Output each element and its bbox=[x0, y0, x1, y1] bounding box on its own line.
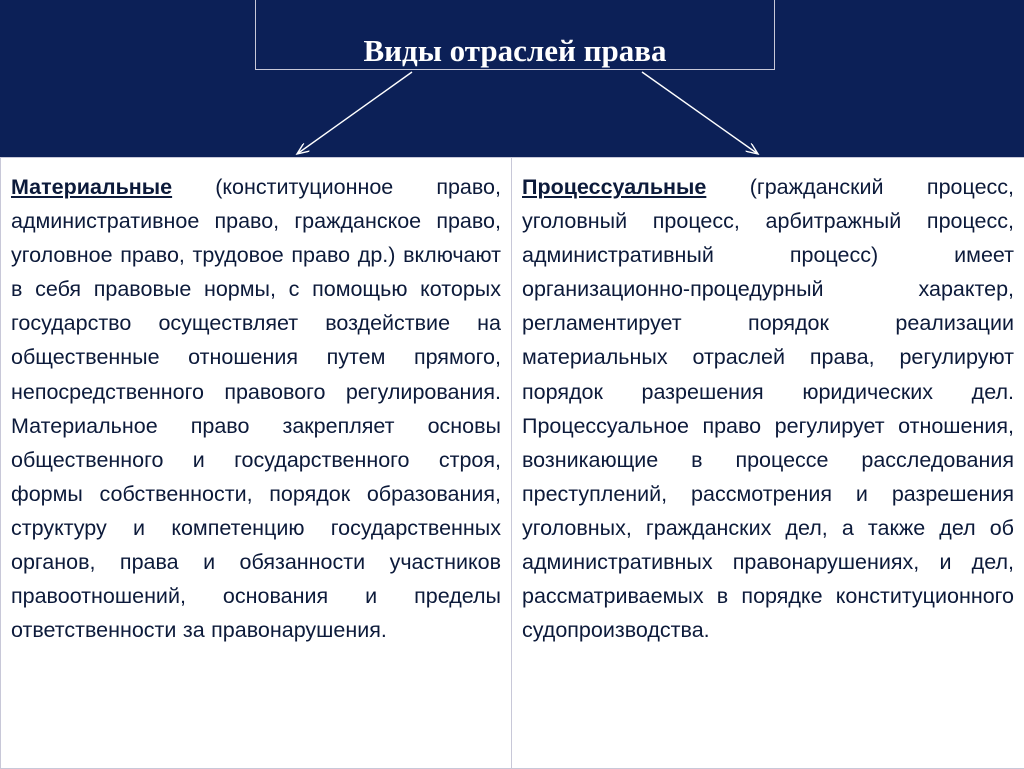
material-law-description bbox=[11, 170, 501, 647]
material-law-text: (конституционное право, административное право, гражданское право, уголовное право, трудовое право др.) включают в себя правовые нормы, с помощью которых государство осуществляет воздействие на общественные отношения путем прямого, непосредственного правового регулирования. Материальное право закрепляет основы общественного и государственного строя, формы собственности, порядок образования, структуру и компетенцию государственных органов, права и обязанности участников правоотношений, основания и пределы ответственности за правонарушения. bbox=[11, 175, 501, 643]
arrow-right bbox=[642, 72, 758, 154]
procedural-law-description bbox=[522, 170, 1014, 647]
material-law-panel bbox=[0, 157, 512, 769]
page-title: Виды отраслей права bbox=[363, 33, 667, 68]
procedural-law-term: Процессуальные bbox=[522, 175, 707, 199]
procedural-law-text: (гражданский процесс, уголовный процесс, арбитражный процесс, административный процесс) имеет организационно-процедурный характер, регламентирует порядок реализации материальных отраслей права, регулируют порядок разрешения юридических дел. Процессуальное право регулирует отношения, возникающие в процессе расследования преступлений, рассмотрения и разрешения уголовных, гражданских дел, а также дел об административных правонарушениях, и дел, рассматриваемых в порядке конституционного судопроизводства. bbox=[522, 175, 1014, 643]
arrow-left bbox=[297, 72, 412, 154]
branch-arrows bbox=[0, 0, 1024, 160]
procedural-law-panel bbox=[511, 157, 1024, 769]
material-law-term: Материальные bbox=[11, 175, 173, 199]
